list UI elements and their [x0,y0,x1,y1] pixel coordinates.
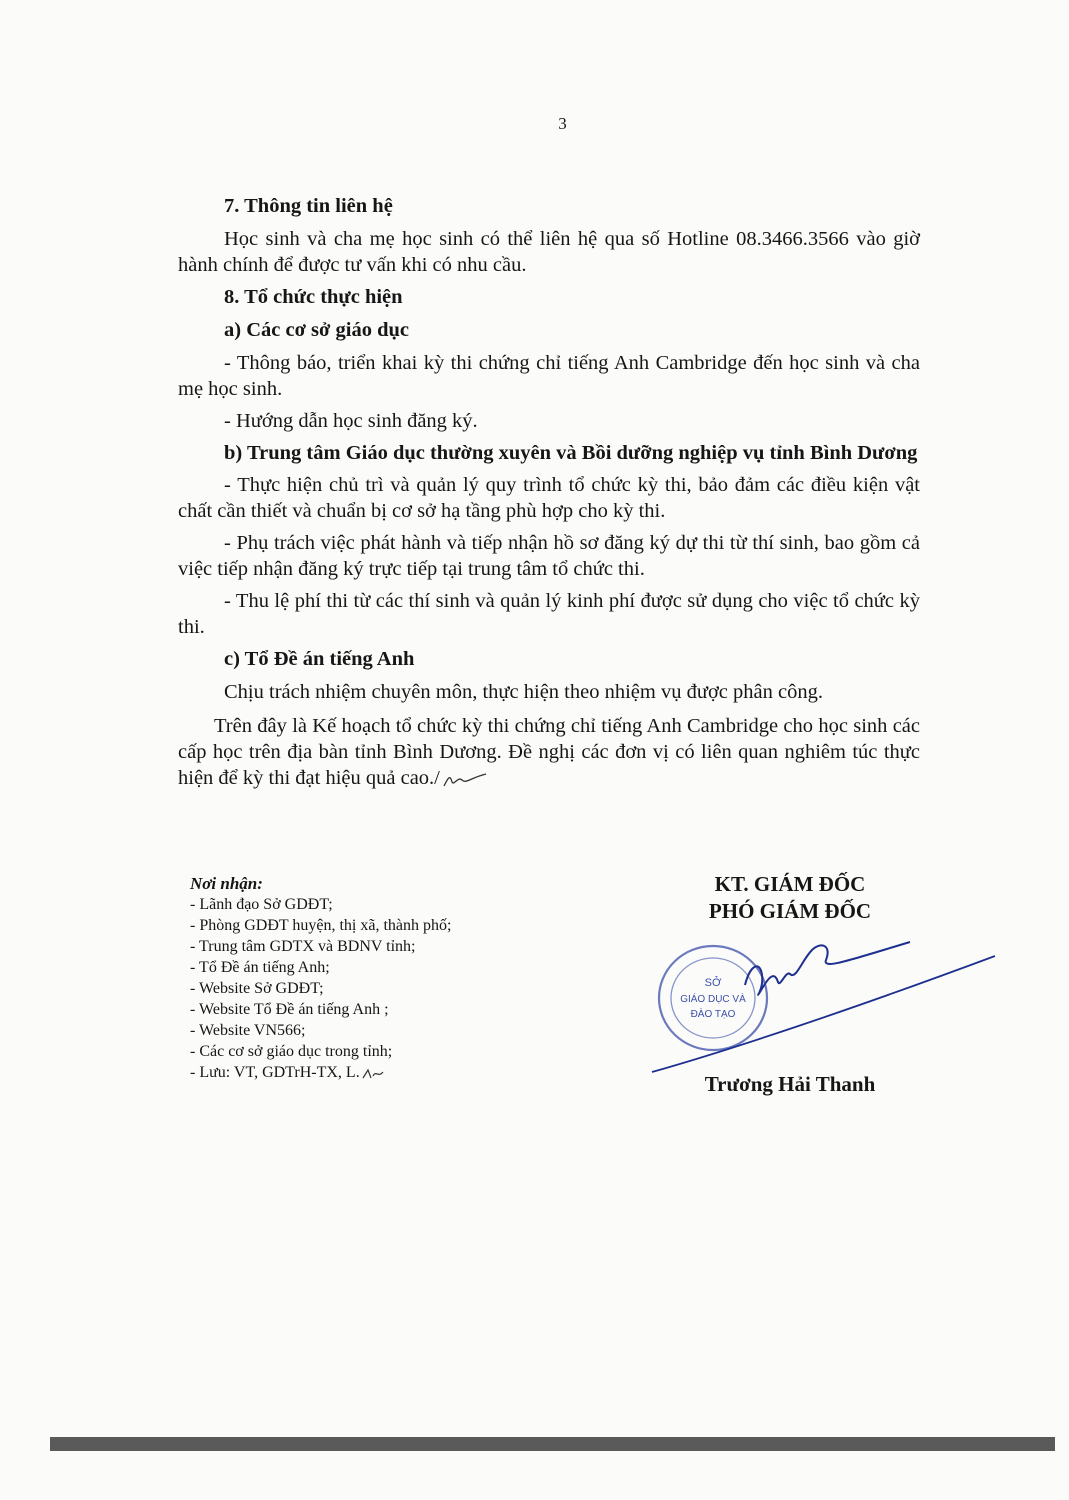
recipient-item: - Website VN566; [190,1022,306,1039]
recipients-list [190,873,451,1083]
closing-text: Trên đây là Kế hoạch tổ chức kỳ thi chứng chỉ tiếng Anh Cambridge cho học sinh các cấp học trên địa bàn tỉnh Bình Dương. Đề nghị các đơn vị có liên quan nghiêm túc thực hiện để kỳ thi đạt hiệu quả cao./ [178,715,920,789]
scan-edge-bar [50,1437,1055,1451]
section-8-heading: 8. Tổ chức thực hiện [224,286,403,308]
section-8b-item: - Thực hiện chủ trì và quản lý quy trình tổ chức kỳ thi, bảo đảm các điều kiện vật chất cần thiết và chuẩn bị cơ sở hạ tầng phù hợp cho kỳ thi. [178,474,920,522]
recipient-item: - Lãnh đạo Sở GDĐT; [190,896,333,913]
recipient-item: - Các cơ sở giáo dục trong tỉnh; [190,1043,393,1060]
seal-text-so: SỞ [704,977,722,989]
signature-title-line2: PHÓ GIÁM ĐỐC [708,899,872,923]
recipient-item-text: - Lưu: VT, GDTrH-TX, L. [190,1064,360,1081]
recipient-item: - Tổ Đề án tiếng Anh; [190,959,330,976]
section-7-heading: 7. Thông tin liên hệ [224,195,393,217]
signature-title-line1: KT. GIÁM ĐỐC [714,872,866,896]
section-8b-heading: b) Trung tâm Giáo dục thường xuyên và Bồi dưỡng nghiệp vụ tỉnh Bình Dương [224,442,918,464]
section-8c-heading: c) Tổ Đề án tiếng Anh [224,648,415,670]
seal-text-dt: ĐÀO TẠO [690,1009,736,1020]
closing-paragraph [178,713,920,791]
section-8a-item: - Hướng dẫn học sinh đăng ký. [224,410,478,432]
section-8a-item: - Thông báo, triển khai kỳ thi chứng chỉ tiếng Anh Cambridge đến học sinh và cha mẹ học sinh. [178,352,920,400]
section-8a-heading: a) Các cơ sở giáo dục [224,319,409,341]
seal-text-gd: GIÁO DỤC VÀ [680,994,746,1005]
section-8c-text: Chịu trách nhiệm chuyên môn, thực hiện theo nhiệm vụ được phân công. [224,681,823,703]
page-number: 3 [558,114,567,133]
section-8b-item: - Thu lệ phí thi từ các thí sinh và quản lý kinh phí được sử dụng cho việc tổ chức kỳ thi. [178,590,920,638]
initials-mark [440,768,490,790]
initials-mark [360,1064,386,1082]
section-8b-item: - Phụ trách việc phát hành và tiếp nhận hồ sơ đăng ký dự thi từ thí sinh, bao gồm cả việc tiếp nhận đăng ký trực tiếp tại trung tâm tổ chức thi. [178,532,920,580]
recipient-item: - Website Tổ Đề án tiếng Anh ; [190,1001,389,1018]
handwritten-signature [650,930,1000,1080]
recipients-title: Nơi nhận: [190,874,263,893]
recipient-item [190,1062,451,1083]
recipient-item: - Trung tâm GDTX và BDNV tỉnh; [190,938,416,955]
signature-title [640,871,940,925]
recipient-item: - Phòng GDĐT huyện, thị xã, thành phố; [190,917,452,934]
signer-name: Trương Hải Thanh [704,1072,876,1096]
document-body [178,193,920,791]
recipient-item: - Website Sở GDĐT; [190,980,324,997]
section-7-text: Học sinh và cha mẹ học sinh có thể liên hệ qua số Hotline 08.3466.3566 vào giờ hành chính để được tư vấn khi có nhu cầu. [178,228,920,276]
